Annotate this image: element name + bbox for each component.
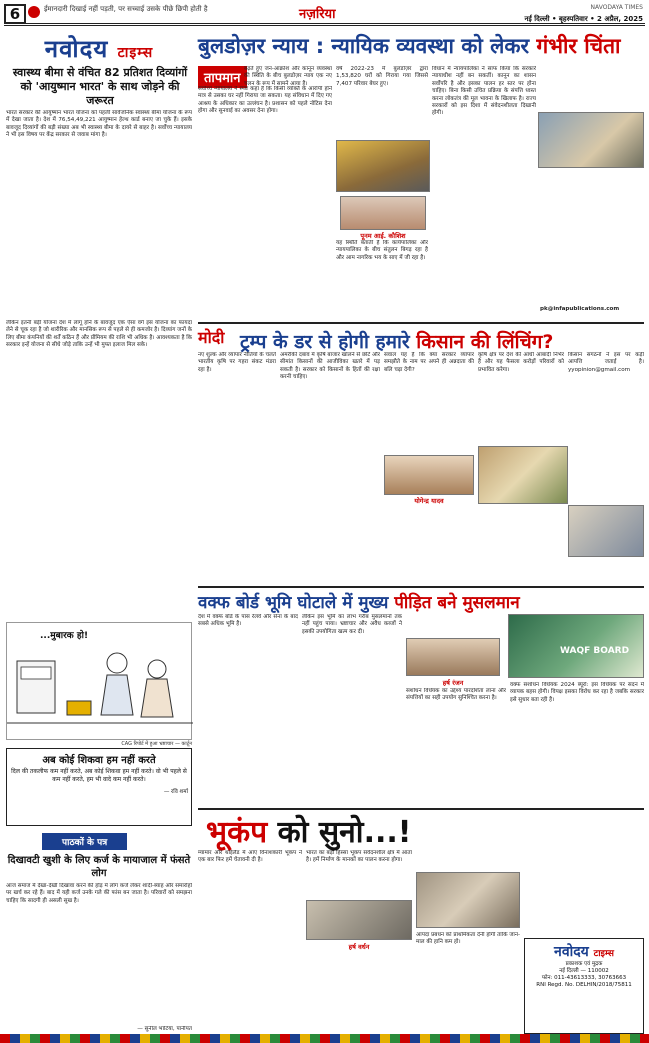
story4-col-c: आपदा प्रबंधन को प्राथमिकता देनी होगी ताकि जान-माल की हानि कम हो। bbox=[416, 932, 520, 946]
story1-col3: विधान में न्यायपालिका ने साफ किया कि सरकारें न्यायाधीश नहीं बन सकतीं। कानून का शासन सर्वोपरि है और इसका पालन हर स्तर पर होना चाहिए। बिना किसी उचित प्रक्रिया के संपत्ति ध्वस्त करना लोकतंत्र की मूल भावना के खिलाफ है। राज्य सरकारों को इस दिशा में संवेदनशीलता दिखानी होगी। bbox=[432, 66, 536, 117]
story4-headline bbox=[206, 810, 546, 851]
story2-col-c: सवाल यह है कि क्या सरकार व्यापार समझौते के नाम पर अपने ही अन्नदाता की बलि चढ़ा देगी? bbox=[384, 352, 474, 373]
author-photo-harsh bbox=[406, 638, 500, 676]
imprint-name-suffix: टाइम्स bbox=[593, 949, 614, 959]
masthead-suffix: टाइम्स bbox=[117, 45, 154, 61]
story2-headline-accent: किसान की लिंचिंग? bbox=[416, 331, 554, 353]
editorial-body-2: लेकिन इतनी बड़ी योजना देश में लागू होने के बावजूद एक ऐसा वर्ग इस योजना का फायदा लेने से चूक रहा है जो शारीरिक और मानसिक रूप से पहले से ही कमजोर है। दिव्यांग जनों के लिए बीमा कंपनियों की शर्तें कठिन हैं और प्रीमियम की राशि भी अधिक है। आवश्यकता है कि सरकार इन्हें योजना से सीधे जोड़े ताकि उन्हें भी मुफ्त इलाज मिल सके। bbox=[6, 320, 192, 349]
waqf-board-label: WAQF BOARD bbox=[560, 646, 630, 656]
story2-author: योगेन्द्र यादव bbox=[414, 497, 444, 505]
story3-author: हर्ष रंजन bbox=[442, 679, 464, 687]
story3-headline bbox=[198, 590, 644, 613]
farmers-photo bbox=[478, 446, 568, 504]
story3-col-d: वक्फ संशोधन विधेयक 2024 ब्यूरो: इस विधेयक पर सदन में व्यापक बहस होगी। विपक्ष इसका विरोध कर रहा है जबकि सरकार इसे सुधार बता रही है। bbox=[510, 682, 644, 703]
bulldozer-photo bbox=[336, 140, 430, 192]
story1-col1b: सर्वोच्च न्यायालय ने स्पष्ट कहा है कि किसी व्यक्ति के आरोपी होने मात्र से उसका घर नहीं गिराया जा सकता। यह संविधान में दिए गए आश्रय के अधिकार का उल्लंघन है। प्रशासन को पहले नोटिस देना होगा और सुनवाई का अवसर देना होगा। bbox=[198, 86, 332, 115]
story1-tag: तापमान bbox=[198, 66, 247, 88]
poem-box bbox=[6, 748, 192, 826]
poem-title: अब कोई शिकवा हम नहीं करते bbox=[42, 755, 156, 766]
story3-headline-main: वक्फ बोर्ड भूमि घोटाले में मुख्य bbox=[198, 593, 389, 613]
imprint-box bbox=[524, 938, 644, 1034]
story3-headline-accent: पीड़ित बने मुसलमान bbox=[394, 593, 520, 613]
cartoon-caption bbox=[6, 741, 192, 747]
story3-col-c: संशोधन विधेयक का उद्देश्य पारदर्शिता लाना और संपत्तियों का सही उपयोग सुनिश्चित करना है। bbox=[406, 688, 506, 702]
imprint-line-1: प्रकाशक एवं मुद्रक bbox=[565, 961, 603, 967]
section-title: नज़रिया bbox=[299, 7, 336, 22]
story2-col-b: अमरीकी दबाव में कृषि बाजार खोलने से छोटे और सीमांत किसानों की आजीविका खतरे में पड़ सकती है। सरकार को किसानों के हितों की रक्षा करनी चाहिए। bbox=[280, 352, 380, 381]
poem-author: — रवि शर्मा bbox=[163, 789, 188, 795]
letters-body: आज समाज में देखा-देखी दिखावा करने की होड़ में लोग कर्ज लेकर शादी-ब्याह और समारोहों पर खर्च कर रहे हैं। बाद में यही कर्ज उनके गले की फांस बन जाता है। परिवारों को समझना चाहिए कि सादगी ही असली सुख है। bbox=[6, 883, 192, 904]
story1-author: पूनम आई. कौशिश bbox=[360, 232, 406, 240]
poem-lines: दिल की तकलीफ कम नहीं करते, अब कोई शिकवा हम नहीं करते। वो भी पहले से कम नहीं करते, हम भी वादे कम नहीं करते। bbox=[11, 768, 187, 783]
story2-headline bbox=[240, 328, 553, 354]
story1-email: pk@infapublications.com bbox=[540, 306, 620, 312]
letters-section bbox=[6, 830, 192, 1033]
letters-headline: दिखावटी खुशी के लिए कर्ज के मायाजाल में फंसते लोग bbox=[7, 855, 191, 879]
story4-col-b: भारत का बड़ा हिस्सा भूकंप संवेदनशील क्षेत्र में आता है। हमें निर्माण के मानकों का पालन करना होगा। bbox=[306, 850, 412, 864]
author-photo-yogendra bbox=[384, 455, 474, 495]
story1-col2b: यह स्थिति बताती है कि कार्यपालिका और न्यायपालिका के बीच संतुलन बिगड़ रहा है और आम नागरिक भय के साए में जी रहा है। bbox=[336, 240, 428, 261]
masthead-name: नवोदय bbox=[44, 34, 109, 63]
letters-tag: पाठकों के पत्र bbox=[42, 833, 127, 850]
letters-author: — सुनील भाटिया, पानीपत bbox=[137, 1026, 192, 1032]
imprint-line-3: फोन: 011-43613333, 30763663 bbox=[541, 975, 627, 981]
story1-col2: वर्ष 2022-23 में बुलडोज़र द्वारा 1,53,820 घरों को गिराया गया जिससे 7,407 परिवार बेघर हुए। bbox=[336, 66, 428, 87]
imprint-name-main: नवोदय bbox=[554, 944, 589, 960]
imprint-line-4: RNI Regd. No. DELHIN/2018/75811 bbox=[536, 982, 632, 988]
crowd-photo bbox=[538, 112, 644, 168]
editorial-body-1: भारत सरकार की आयुष्मान भारत योजना को पहली सार्वजनिक स्वास्थ्य बीमा योजना के रूप में देखा जाता है। देश में 76,54,49,221 आयुष्मान हेल्थ कार्ड बनाए जा चुके हैं। इसके बावजूद दिव्यांगों की बड़ी संख्या अब भी स्वास्थ्य बीमा के दायरे से बाहर है। सर्वोच्च न्यायालय ने भी इस विषय पर केंद्र सरकार से जवाब मांगा है। bbox=[6, 110, 192, 139]
story3-col-b: लेकिन इस भूमि का लाभ गरीब मुसलमानों तक नहीं पहुंच पाया। भ्रष्टाचार और अवैध कब्जों ने इसकी उपयोगिता खत्म कर दी। bbox=[302, 614, 402, 635]
story1-headline-main: बुलडोज़र न्याय : न्यायिक व्यवस्था को लेकर bbox=[198, 34, 530, 58]
cartoon-credit: — कार्टून bbox=[174, 741, 192, 747]
page-header bbox=[4, 4, 645, 26]
header-dot-icon bbox=[28, 6, 40, 18]
story4-headline-accent: भूकंप bbox=[206, 815, 268, 850]
protest-photo bbox=[568, 505, 644, 557]
story1-headline-accent: गंभीर चिंता bbox=[536, 34, 621, 58]
cartoon-caption-text: CAG रिपोर्ट में हुआ भ्रष्टाचार bbox=[121, 741, 174, 747]
divider-1 bbox=[198, 322, 644, 324]
author-photo-poonam bbox=[340, 196, 426, 230]
story2-headline-main: ट्रम्प के डर से होगी हमारे bbox=[240, 331, 410, 353]
story2-tag: मोदी bbox=[198, 328, 225, 347]
cartoon-speech: ...मुबारक हो! bbox=[40, 631, 89, 641]
story1-col1: बढ़ते हुए जन-आक्रोश और कानून व्यवस्था की स्थिति के बीच बुलडोज़र न्याय एक नए चलन के रूप में सामने आया है। bbox=[244, 66, 332, 87]
header-slogan: ईमानदारी दिखाई नहीं पड़ती, पर सच्चाई उसके पीछे छिपी होती है bbox=[44, 5, 208, 13]
story1-headline bbox=[198, 34, 644, 59]
story2-col-e: किसान संगठनों ने इस पर कड़ी आपत्ति जताई है। yyopinion@gmail.com bbox=[568, 352, 644, 373]
story4-author: हर्ष वर्धन bbox=[348, 943, 370, 951]
cartoon-drawing bbox=[7, 623, 193, 741]
editorial-headline: स्वास्थ्य बीमा से वंचित 82 प्रतिशत दिव्यांगों को 'आयुष्मान भारत' के साथ जोड़ने की जरूरत bbox=[12, 66, 188, 107]
earthquake-photo bbox=[306, 900, 412, 940]
story4-headline-rest: को सुनो...! bbox=[277, 815, 412, 850]
page-number: 6 bbox=[4, 4, 26, 24]
dateline: नई दिल्ली • बृहस्पतिवार • 2 अप्रैल, 2025 bbox=[524, 15, 643, 23]
imprint-line-2: नई दिल्ली — 110002 bbox=[559, 968, 609, 974]
masthead bbox=[4, 32, 194, 65]
color-bar-footer bbox=[0, 1034, 649, 1043]
divider-2 bbox=[198, 586, 644, 588]
rubble-photo bbox=[416, 872, 520, 928]
story3-col-a: देश में वक्फ बोर्ड के पास रेलवे और सेना के बाद सबसे अधिक भूमि है। bbox=[198, 614, 298, 628]
imprint-name bbox=[528, 942, 640, 961]
editorial-cartoon bbox=[6, 622, 192, 740]
paper-name-small: NAVODAYA TIMES bbox=[590, 4, 643, 11]
story2-col-a: नए शुल्क और व्यापार नीतियों के चलते भारतीय कृषि पर गहरा संकट मंडरा रहा है। bbox=[198, 352, 276, 373]
story2-col-d: कृषि क्षेत्र पर देश की आधी आबादी निर्भर है और यह फैसला करोड़ों परिवारों को प्रभावित करेगा। bbox=[478, 352, 564, 373]
story4-col-a: म्यांमार और थाईलैंड में आए विनाशकारी भूकंप ने एक बार फिर हमें चेतावनी दी है। bbox=[198, 850, 302, 864]
